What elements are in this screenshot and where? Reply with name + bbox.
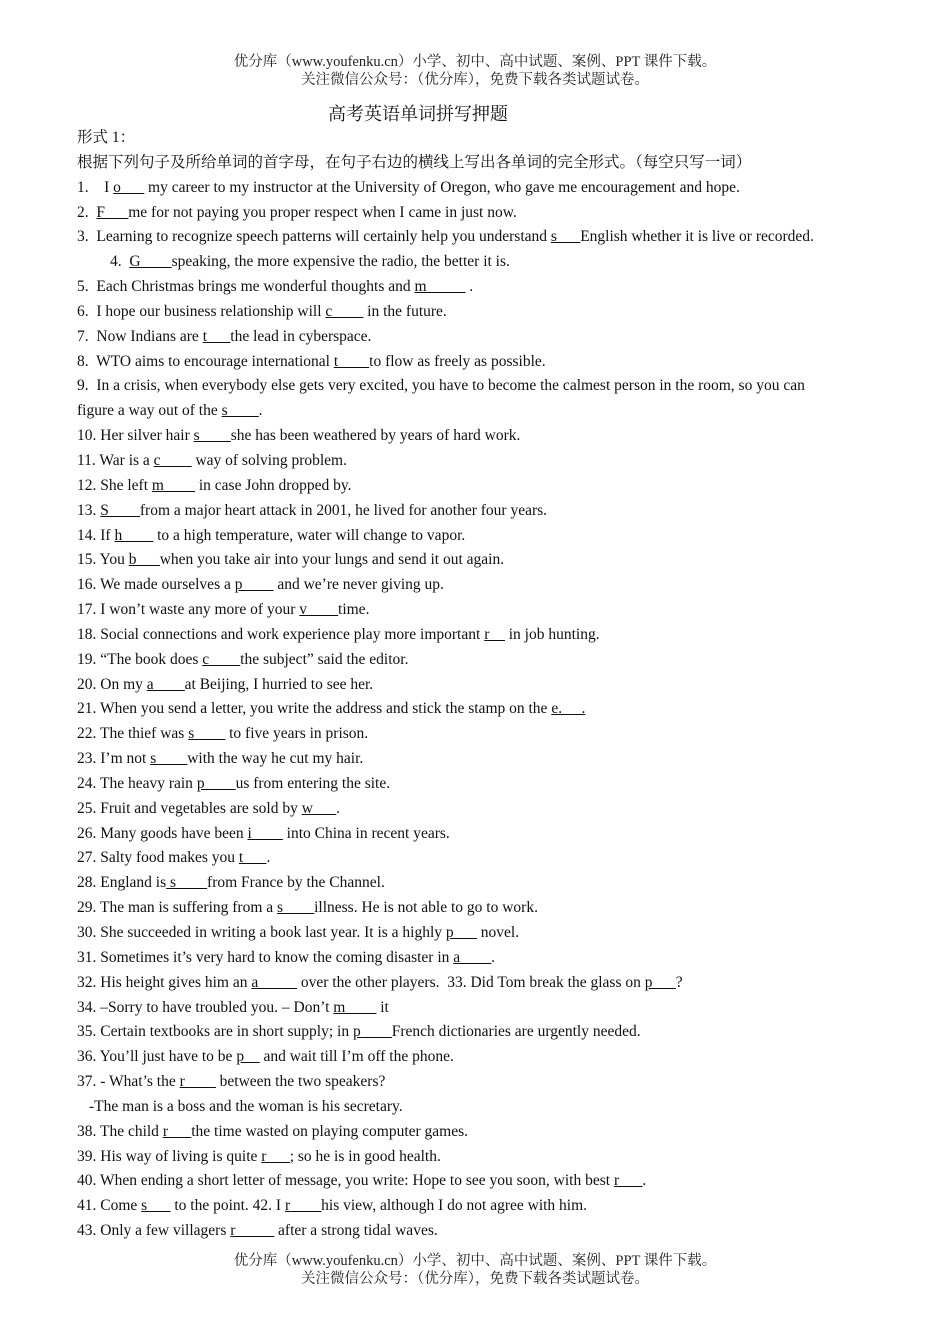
- item-text: us from entering the site.: [235, 774, 391, 792]
- exercise-item: [77, 971, 877, 996]
- exercise-item: [77, 474, 877, 499]
- exercise-item: [77, 1020, 877, 1045]
- item-text: 2.: [77, 203, 97, 221]
- item-text: way of solving problem.: [191, 451, 347, 469]
- item-text: English whether it is live or recorded.: [580, 228, 814, 246]
- item-text: 28. England is: [77, 874, 167, 892]
- item-text: 15. You: [77, 551, 129, 569]
- item-text: 23. I’m not: [77, 750, 151, 768]
- exercise-item: [77, 548, 877, 573]
- item-text: figure a way out of the: [77, 402, 222, 420]
- exercise-body: [77, 126, 877, 1244]
- answer-blank[interactable]: p____: [234, 576, 274, 594]
- item-text: 13.: [77, 501, 101, 519]
- exercise-item: [77, 598, 877, 623]
- answer-blank[interactable]: c____: [153, 451, 192, 469]
- exercise-item: [77, 996, 877, 1021]
- answer-blank[interactable]: v____: [299, 601, 339, 619]
- exercise-item: [77, 1120, 877, 1145]
- item-text: .: [266, 849, 271, 867]
- item-text: 11. War is a: [77, 451, 154, 469]
- section-label: 形式 1：: [77, 129, 136, 146]
- answer-blank[interactable]: s____: [188, 725, 226, 743]
- exercise-item: [77, 1045, 877, 1070]
- answer-blank[interactable]: t___: [238, 849, 267, 867]
- item-text: French dictionaries are urgently needed.: [391, 1023, 641, 1041]
- answer-blank[interactable]: a____: [146, 675, 185, 693]
- item-text: to the point. 42. I: [170, 1197, 285, 1215]
- item-text: .: [491, 948, 496, 966]
- item-text: ?: [675, 973, 683, 991]
- answer-blank[interactable]: s___: [141, 1197, 171, 1215]
- item-text: over the other players. 33. Did Tom break the glass on: [297, 973, 645, 991]
- item-text: 17. I won’t waste any more of your: [77, 601, 300, 619]
- exercise-item: [77, 921, 877, 946]
- exercise-item: [77, 250, 877, 275]
- item-text: .: [465, 278, 474, 296]
- answer-blank[interactable]: c____: [202, 650, 241, 668]
- item-text: 4.: [110, 253, 130, 271]
- item-text: in the future.: [363, 302, 447, 320]
- item-text: ; so he is in good health.: [289, 1147, 441, 1165]
- answer-blank[interactable]: p____: [196, 774, 236, 792]
- item-text: 41. Come: [77, 1197, 142, 1215]
- item-text: 20. On my: [77, 675, 147, 693]
- item-text: from a major heart attack in 2001, he lived for another four years.: [139, 501, 548, 519]
- exercise-item: [77, 1169, 877, 1194]
- item-text: at Beijing, I hurried to see her.: [184, 675, 374, 693]
- exercise-item: [77, 673, 877, 698]
- item-text: my career to my instructor at the University of Oregon, who gave me encouragement and hope.: [144, 178, 740, 196]
- answer-blank[interactable]: r__: [484, 625, 505, 643]
- item-text: 9. In a crisis, when everybody else gets very excited, you have to become the calmest person in the room, so you can: [77, 377, 805, 395]
- item-text: and wait till I’m off the phone.: [259, 1048, 454, 1066]
- answer-blank[interactable]: a_____: [251, 973, 298, 991]
- item-text: between the two speakers?: [215, 1073, 386, 1091]
- exercise-item: [77, 350, 877, 375]
- item-text: illness. He is not able to go to work.: [314, 899, 538, 917]
- item-text: 39. His way of living is quite: [77, 1147, 262, 1165]
- answer-blank[interactable]: s____: [277, 899, 315, 917]
- item-text: speaking, the more expensive the radio, the better it is.: [171, 253, 510, 271]
- item-text: 16. We made ourselves a: [77, 576, 235, 594]
- answer-blank[interactable]: s____: [221, 402, 259, 420]
- item-text: 18. Social connections and work experience play more important: [77, 625, 485, 643]
- answer-blank[interactable]: G____: [129, 253, 172, 271]
- item-text: 8. WTO aims to encourage international: [77, 352, 334, 370]
- answer-blank[interactable]: r_____: [230, 1222, 275, 1240]
- item-text: the time wasted on playing computer games.: [191, 1122, 469, 1140]
- item-text: 30. She succeeded in writing a book last year. It is a highly: [77, 924, 446, 941]
- exercise-list: [77, 176, 877, 1244]
- item-text: 22. The thief was: [77, 725, 189, 743]
- page-footer: [0, 1252, 950, 1288]
- item-text: 6. I hope our business relationship will: [77, 302, 326, 320]
- item-text: 27. Salty food makes you: [77, 849, 239, 867]
- answer-blank[interactable]: s____: [193, 427, 231, 445]
- header-line-2: 关注微信公众号：（优分库），免费下载各类试题试卷。: [301, 72, 649, 88]
- item-text: she has been weathered by years of hard work.: [230, 427, 521, 445]
- exercise-item: [77, 623, 877, 648]
- item-text: 36. You’ll just have to be: [77, 1048, 237, 1066]
- exercise-item: [77, 1095, 877, 1120]
- exercise-item: [77, 846, 877, 871]
- exercise-item: [77, 499, 877, 524]
- item-text: 19. “The book does: [77, 650, 203, 668]
- item-text: with the way he cut my hair.: [187, 750, 364, 768]
- exercise-item: [77, 896, 877, 921]
- answer-blank[interactable]: m_____: [414, 278, 466, 296]
- item-text: after a strong tidal waves.: [274, 1222, 438, 1240]
- item-text: 25. Fruit and vegetables are sold by: [77, 799, 302, 817]
- item-text: into China in recent years.: [282, 824, 450, 842]
- item-text: 26. Many goods have been: [77, 824, 248, 842]
- header-line-1: 优分库（www.youfenku.cn）小学、初中、高中试题、案例、PPT 课件下载。: [233, 54, 717, 70]
- answer-blank[interactable]: o___: [113, 178, 145, 196]
- item-text: .: [642, 1172, 647, 1190]
- item-text: 12. She left: [77, 476, 152, 494]
- item-text: it: [376, 998, 389, 1016]
- item-text: from France by the Channel.: [207, 874, 385, 892]
- answer-blank[interactable]: p__: [236, 1048, 260, 1066]
- item-text: .: [336, 799, 341, 817]
- item-text: 21. When you send a letter, you write the address and stick the stamp on the: [77, 700, 552, 718]
- item-text: 7. Now Indians are: [77, 327, 203, 345]
- item-text: his view, although I do not agree with him.: [321, 1197, 588, 1215]
- answer-blank[interactable]: e. .: [551, 700, 586, 718]
- answer-blank[interactable]: i____: [247, 824, 283, 842]
- item-text: in job hunting.: [504, 625, 600, 643]
- item-text: the subject” said the editor.: [240, 650, 409, 668]
- answer-blank[interactable]: t____: [333, 352, 370, 370]
- item-text: the lead in cyberspace.: [230, 327, 372, 345]
- item-text: and we’re never giving up.: [273, 576, 444, 594]
- answer-blank[interactable]: r___: [261, 1147, 290, 1165]
- answer-blank[interactable]: w___: [301, 799, 337, 817]
- item-text: 34. –Sorry to have troubled you. – Don’t: [77, 998, 334, 1016]
- exercise-item: [77, 722, 877, 747]
- exercise-item: [77, 1194, 877, 1219]
- exercise-item: [77, 325, 877, 350]
- answer-blank[interactable]: r____: [284, 1197, 322, 1215]
- exercise-item: [77, 871, 877, 896]
- item-text: to a high temperature, water will change to vapor.: [153, 526, 466, 544]
- exercise-item: [77, 1145, 877, 1170]
- exercise-item: [77, 648, 877, 673]
- item-text: 1. I: [77, 178, 114, 196]
- answer-blank[interactable]: t___: [202, 327, 231, 345]
- item-text: 32. His height gives him an: [77, 973, 252, 991]
- item-text: 40. When ending a short letter of message, you write: Hope to see you soon, with best: [77, 1172, 614, 1190]
- answer-blank[interactable]: p___: [445, 924, 477, 941]
- item-text: 31. Sometimes it’s very hard to know the coming disaster in: [77, 948, 454, 966]
- exercise-item: [77, 449, 877, 474]
- answer-blank[interactable]: s___: [550, 228, 581, 246]
- item-text: 5. Each Christmas brings me wonderful thoughts and: [77, 278, 415, 296]
- answer-blank[interactable]: r___: [613, 1172, 643, 1190]
- exercise-item: [77, 176, 877, 201]
- item-text: 29. The man is suffering from a: [77, 899, 278, 917]
- document-title: 高考英语单词拼写押题: [328, 104, 508, 124]
- exercise-item: [77, 524, 877, 549]
- exercise-item: [77, 374, 877, 399]
- answer-blank[interactable]: S____: [100, 501, 140, 519]
- exercise-item: [77, 275, 877, 300]
- answer-blank[interactable]: F___: [96, 203, 129, 221]
- answer-blank[interactable]: m____: [333, 998, 377, 1016]
- exercise-item: [77, 573, 877, 598]
- item-text: to flow as freely as possible.: [369, 352, 546, 370]
- item-text: 38. The child: [77, 1122, 163, 1140]
- answer-blank[interactable]: p___: [644, 973, 676, 991]
- item-text: 37. - What’s the: [77, 1073, 180, 1091]
- exercise-item: [77, 797, 877, 822]
- answer-blank[interactable]: h____: [114, 526, 154, 544]
- item-text: in case John dropped by.: [194, 476, 352, 494]
- exercise-item: [77, 424, 877, 449]
- exercise-item: [77, 399, 877, 424]
- answer-blank[interactable]: p____: [352, 1023, 392, 1041]
- footer-line-1: 优分库（www.youfenku.cn）小学、初中、高中试题、案例、PPT 课件下载。: [233, 1253, 717, 1269]
- item-text: me for not paying you proper respect when I came in just now.: [128, 203, 517, 221]
- item-text: 10. Her silver hair: [77, 427, 194, 445]
- item-text: when you take air into your lungs and send it out again.: [159, 551, 505, 569]
- item-text: 35. Certain textbooks are in short supply; in: [77, 1023, 353, 1041]
- exercise-item: [77, 201, 877, 226]
- exercise-item: [77, 822, 877, 847]
- answer-blank[interactable]: s____: [166, 874, 208, 892]
- item-text: 43. Only a few villagers: [77, 1222, 231, 1240]
- item-text: .: [258, 402, 263, 420]
- instructions: 根据下列句子及所给单词的首字母，在句子右边的横线上写出各单词的完全形式。（每空只写一词）: [77, 153, 752, 171]
- exercise-item: [77, 1219, 877, 1244]
- footer-line-2: 关注微信公众号：（优分库），免费下载各类试题试卷。: [301, 1271, 649, 1287]
- exercise-item: [77, 300, 877, 325]
- answer-blank[interactable]: m____: [151, 476, 195, 494]
- answer-blank[interactable]: a____: [453, 948, 492, 966]
- item-text: novel.: [476, 924, 520, 941]
- exercise-item: [77, 1070, 877, 1095]
- item-text: 24. The heavy rain: [77, 774, 197, 792]
- item-text: 14. If: [77, 526, 115, 544]
- exercise-item: [77, 697, 877, 722]
- item-text: to five years in prison.: [225, 725, 369, 743]
- exercise-item: [77, 772, 877, 797]
- answer-blank[interactable]: r___: [162, 1122, 192, 1140]
- exercise-item: [77, 225, 877, 250]
- exercise-item: [77, 747, 877, 772]
- item-text: -The man is a boss and the woman is his secretary.: [89, 1097, 403, 1115]
- answer-blank[interactable]: r____: [179, 1073, 216, 1091]
- item-text: 3. Learning to recognize speech patterns will certainly help you understand: [77, 228, 551, 246]
- page-header: [0, 53, 950, 89]
- answer-blank[interactable]: b___: [128, 551, 160, 569]
- item-text: time.: [338, 601, 370, 619]
- answer-blank[interactable]: c____: [325, 302, 364, 320]
- answer-blank[interactable]: s____: [150, 750, 188, 768]
- exercise-item: [77, 946, 877, 971]
